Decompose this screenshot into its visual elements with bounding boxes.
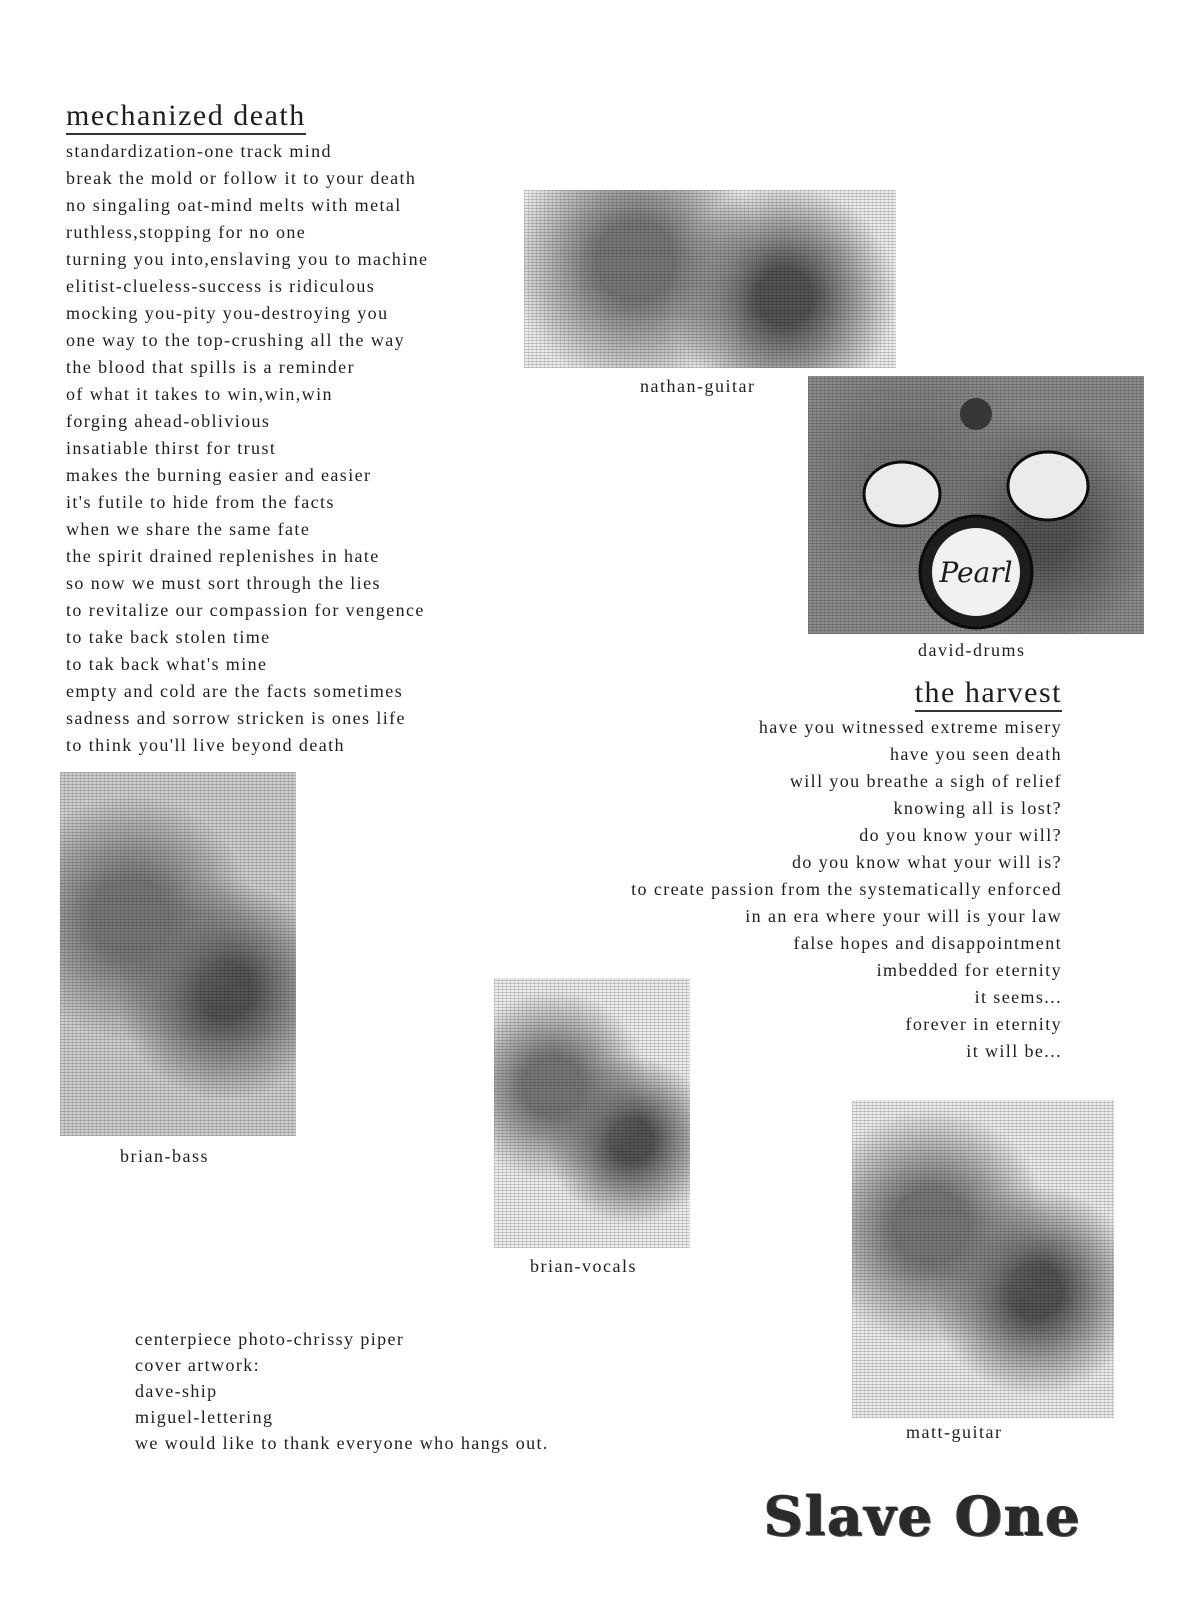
drum-kit-illustration: [808, 376, 1144, 634]
poem-line: of what it takes to win,win,win: [66, 384, 333, 404]
poem-line: mocking you-pity you-destroying you: [66, 303, 389, 323]
caption-brian-bass: brian-bass: [120, 1146, 209, 1166]
caption-nathan-guitar: nathan-guitar: [640, 376, 756, 396]
poem-line: one way to the top-crushing all the way: [66, 330, 406, 350]
drum-tom-left: [864, 462, 940, 526]
poem-mechanized-death: [66, 138, 428, 759]
credit-line: miguel-lettering: [135, 1407, 274, 1427]
poem-line: knowing all is lost?: [893, 798, 1062, 818]
poem-line: forever in eternity: [905, 1014, 1062, 1034]
caption-david-drums: david-drums: [918, 640, 1026, 660]
photo-brian-vocals: [494, 978, 690, 1248]
photo-matt-guitar: [852, 1100, 1114, 1418]
poem-line: break the mold or follow it to your death: [66, 168, 417, 188]
poem-line: to tak back what's mine: [66, 654, 268, 674]
poem-line: have you witnessed extreme misery: [758, 717, 1062, 737]
drum-tom-right: [1008, 452, 1088, 520]
poem-line: to revitalize our compassion for vengence: [66, 600, 425, 620]
photo-david-drums: [808, 376, 1144, 634]
photo-nathan-guitar: [524, 190, 896, 368]
credit-line: dave-ship: [135, 1381, 218, 1401]
poem-line: to take back stolen time: [66, 627, 271, 647]
poem-line: standardization-one track mind: [66, 141, 332, 161]
poem-line: sadness and sorrow stricken is ones life: [66, 708, 406, 728]
poem-line: imbedded for eternity: [876, 960, 1062, 980]
drummer-head: [960, 398, 992, 430]
poem-line: the spirit drained replenishes in hate: [66, 546, 380, 566]
poem-line: it's futile to hide from the facts: [66, 492, 335, 512]
poem-line: it seems...: [974, 987, 1062, 1007]
poem-line: turning you into,enslaving you to machine: [66, 249, 429, 269]
credit-line: centerpiece photo-chrissy piper: [135, 1329, 405, 1349]
poem-title-mechanized-death: mechanized death: [66, 101, 306, 135]
poem-line: to create passion from the systematically enforced: [631, 879, 1062, 899]
poem-line: false hopes and disappointment: [793, 933, 1062, 953]
drum-brand-logo: Pearl: [939, 556, 1013, 589]
caption-matt-guitar: matt-guitar: [906, 1422, 1003, 1442]
caption-brian-vocals: brian-vocals: [530, 1256, 637, 1276]
poem-line: do you know your will?: [859, 825, 1062, 845]
poem-line: elitist-clueless-success is ridiculous: [66, 276, 376, 296]
credit-line: cover artwork:: [135, 1355, 261, 1375]
poem-line: no singaling oat-mind melts with metal: [66, 195, 402, 215]
poem-line: do you know what your will is?: [792, 852, 1062, 872]
poem-line: when we share the same fate: [66, 519, 311, 539]
poem-line: forging ahead-oblivious: [66, 411, 271, 431]
poem-line: to think you'll live beyond death: [66, 735, 345, 755]
poem-line: ruthless,stopping for no one: [66, 222, 307, 242]
poem-line: insatiable thirst for trust: [66, 438, 277, 458]
poem-line: in an era where your will is your law: [745, 906, 1062, 926]
poem-the-harvest: [631, 714, 1062, 1065]
band-logo: Slave One: [764, 1484, 1082, 1548]
photo-brian-bass: [60, 772, 296, 1136]
poem-line: will you breathe a sigh of relief: [789, 771, 1062, 791]
credits: [135, 1326, 549, 1456]
poem-line: it will be...: [966, 1041, 1062, 1061]
poem-title-the-harvest: the harvest: [915, 678, 1062, 712]
poem-line: makes the burning easier and easier: [66, 465, 372, 485]
poem-line: so now we must sort through the lies: [66, 573, 381, 593]
poem-line: the blood that spills is a reminder: [66, 357, 355, 377]
poem-line: empty and cold are the facts sometimes: [66, 681, 404, 701]
credit-line: we would like to thank everyone who hangs out.: [135, 1433, 549, 1453]
poem-line: have you seen death: [889, 744, 1062, 764]
